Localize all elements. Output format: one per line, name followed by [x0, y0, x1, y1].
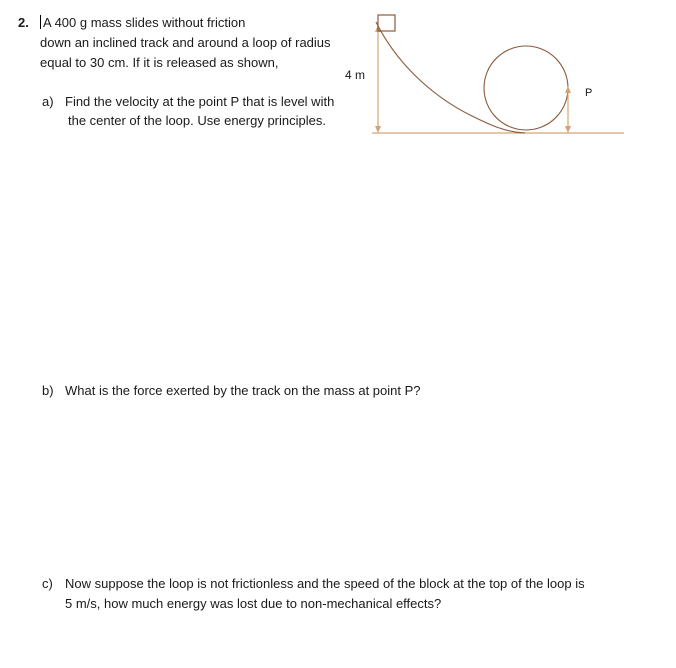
- height-arrow-head-bottom: [375, 126, 381, 133]
- p-arrow-head-top: [565, 86, 571, 93]
- question-b-label: b): [42, 383, 54, 398]
- p-arrow-head-bottom: [565, 126, 571, 133]
- incline-track: [376, 22, 525, 133]
- problem-number: 2.: [18, 15, 29, 30]
- question-c-line-2: 5 m/s, how much energy was lost due to non-mechanical effects?: [65, 596, 442, 611]
- point-p-label: P: [585, 87, 593, 99]
- mass-block: [378, 15, 395, 31]
- height-label: 4 m: [345, 68, 366, 82]
- question-b-text: What is the force exerted by the track on the mass at point P?: [65, 383, 421, 398]
- question-c-line-1: Now suppose the loop is not frictionless and the speed of the block at the top of the loop is: [65, 576, 585, 591]
- question-c-label: c): [42, 576, 53, 591]
- question-a-line-2: the center of the loop. Use energy principles.: [68, 113, 326, 128]
- question-a-line-1: Find the velocity at the point P that is level with: [65, 94, 335, 109]
- loop-track: [484, 46, 568, 130]
- problem-intro-line-3: equal to 30 cm. If it is released as shown,: [40, 55, 279, 70]
- intro-line-1-text: A 400 g mass slides without friction: [43, 15, 246, 30]
- question-a-label: a): [42, 94, 54, 109]
- problem-intro-line-2: down an inclined track and around a loop of radius: [40, 35, 331, 50]
